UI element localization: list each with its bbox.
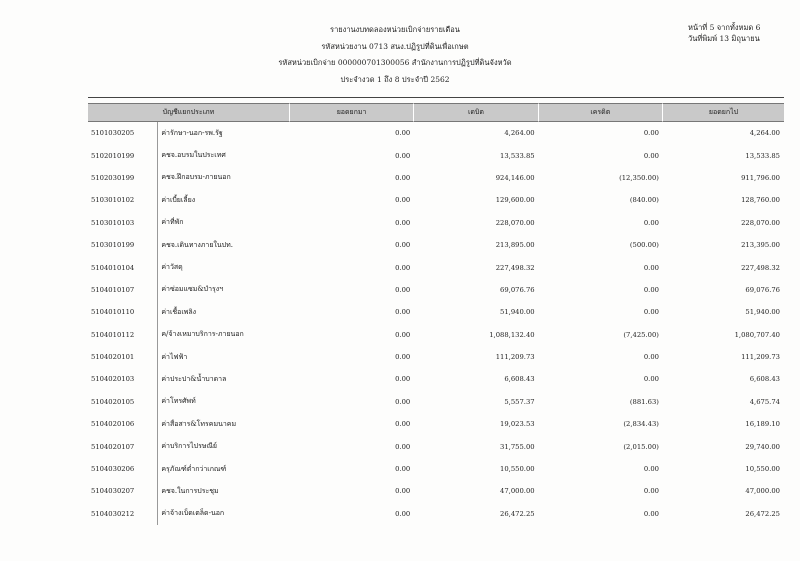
table-row bbox=[88, 435, 784, 457]
carried-forward-value: 111,209.73 bbox=[741, 353, 780, 362]
credit-value: 0.00 bbox=[643, 285, 659, 294]
page-number: หน้าที่ 5 จากทั้งหมด 6 bbox=[688, 23, 761, 32]
debit-value: 69,076.76 bbox=[500, 285, 535, 294]
account-name: คชจ.เดินทางภายในปท. bbox=[157, 234, 289, 256]
credit-value: 0.00 bbox=[643, 151, 659, 160]
table-row bbox=[88, 167, 784, 189]
header-brought-forward: ยอดยกมา bbox=[289, 103, 413, 122]
credit-value: 0.00 bbox=[643, 353, 659, 362]
account-name: ค่าที่พัก bbox=[157, 212, 289, 234]
account-name: ค่าเชื้อเพลิง bbox=[157, 301, 289, 323]
brought-forward-value: 0.00 bbox=[395, 420, 411, 429]
account-code: 5103010103 bbox=[91, 218, 135, 227]
debit-value: 31,755.00 bbox=[500, 442, 535, 451]
brought-forward-value: 0.00 bbox=[395, 285, 411, 294]
account-code: 5104020101 bbox=[91, 353, 135, 362]
credit-value: (840.00) bbox=[629, 196, 659, 205]
table-row bbox=[88, 324, 784, 346]
table-row bbox=[88, 413, 784, 435]
account-name: ค่ารักษา-นอก-รพ.รัฐ bbox=[157, 122, 289, 144]
credit-value: 0.00 bbox=[643, 509, 659, 518]
carried-forward-value: 228,070.00 bbox=[741, 218, 780, 227]
debit-value: 111,209.73 bbox=[495, 353, 535, 362]
brought-forward-value: 0.00 bbox=[395, 465, 411, 474]
debit-value: 13,533.85 bbox=[500, 151, 535, 160]
account-name: ค่าโทรศัพท์ bbox=[157, 391, 289, 413]
account-name: ครุภัณฑ์ต่ำกว่าเกณฑ์ bbox=[157, 458, 289, 480]
debit-value: 51,940.00 bbox=[500, 308, 535, 317]
brought-forward-value: 0.00 bbox=[395, 263, 411, 272]
account-name: ค่าบริการไปรษณีย์ bbox=[157, 435, 289, 457]
brought-forward-value: 0.00 bbox=[395, 353, 411, 362]
account-code: 5103010199 bbox=[91, 241, 135, 250]
credit-value: (881.63) bbox=[629, 397, 659, 406]
table-row bbox=[88, 480, 784, 502]
table-row bbox=[88, 301, 784, 323]
credit-value: 0.00 bbox=[643, 308, 659, 317]
account-name: คชจ.ในการประชุม bbox=[157, 480, 289, 502]
period-line: ประจำงวด 1 ถึง 8 ประจำปี 2562 bbox=[340, 74, 450, 84]
table-row bbox=[88, 503, 784, 525]
account-name: ค่าสื่อสาร&โทรคมนาคม bbox=[157, 413, 289, 435]
carried-forward-value: 26,472.25 bbox=[745, 509, 780, 518]
account-name: ค่าไฟฟ้า bbox=[157, 346, 289, 368]
carried-forward-value: 47,000.00 bbox=[745, 487, 780, 496]
carried-forward-value: 911,796.00 bbox=[741, 173, 780, 182]
disbursement-unit-line: รหัสหน่วยเบิกจ่าย 000000701300056 สำนักงานการปฏิรูปที่ดินจังหวัด bbox=[278, 58, 512, 67]
credit-value: 0.00 bbox=[643, 218, 659, 227]
table-header-row bbox=[88, 103, 784, 122]
account-name: ค่าวัสดุ bbox=[157, 256, 289, 278]
carried-forward-value: 69,076.76 bbox=[745, 285, 780, 294]
debit-value: 10,550.00 bbox=[500, 465, 535, 474]
table-row bbox=[88, 279, 784, 301]
header-divider bbox=[88, 97, 784, 98]
credit-value: (500.00) bbox=[629, 241, 659, 250]
brought-forward-value: 0.00 bbox=[395, 330, 411, 339]
account-name: ค่าซ่อมแซม&บำรุงฯ bbox=[157, 279, 289, 301]
credit-value: (7,425.00) bbox=[623, 330, 659, 339]
credit-value: 0.00 bbox=[643, 465, 659, 474]
brought-forward-value: 0.00 bbox=[395, 173, 411, 182]
table-row bbox=[88, 189, 784, 211]
account-name: ค่าประปา&น้ำบาดาล bbox=[157, 368, 289, 390]
account-code: 5104010104 bbox=[91, 263, 135, 272]
account-code: 5104020105 bbox=[91, 397, 135, 406]
account-name: ค่าจ้างเบ็ดเตล็ด-นอก bbox=[157, 503, 289, 525]
credit-value: (2,015.00) bbox=[623, 442, 659, 451]
table-row bbox=[88, 391, 784, 413]
account-code: 5104010110 bbox=[91, 308, 135, 317]
debit-value: 228,070.00 bbox=[495, 218, 535, 227]
account-code: 5104010107 bbox=[91, 285, 135, 294]
account-code: 5104030207 bbox=[91, 487, 135, 496]
carried-forward-value: 13,533.85 bbox=[745, 151, 780, 160]
credit-value: 0.00 bbox=[643, 375, 659, 384]
agency-code-line: รหัสหน่วยงาน 0713 สนง.ปฏิรูปที่ดินเพื่อเกษต bbox=[321, 41, 469, 51]
table-row bbox=[88, 256, 784, 278]
account-code: 5101030205 bbox=[91, 129, 135, 138]
debit-value: 19,023.53 bbox=[500, 420, 535, 429]
brought-forward-value: 0.00 bbox=[395, 308, 411, 317]
carried-forward-value: 29,740.00 bbox=[745, 442, 780, 451]
account-code: 5104030212 bbox=[91, 509, 135, 518]
carried-forward-value: 6,608.43 bbox=[749, 375, 780, 384]
debit-value: 213,895.00 bbox=[495, 241, 535, 250]
header-credit: เครดิต bbox=[538, 103, 662, 122]
brought-forward-value: 0.00 bbox=[395, 397, 411, 406]
credit-value: (12,350.00) bbox=[619, 173, 659, 182]
credit-value: (2,834.43) bbox=[623, 420, 659, 429]
account-code: 5102010199 bbox=[91, 151, 135, 160]
debit-value: 227,498.32 bbox=[495, 263, 535, 272]
account-code: 5104030206 bbox=[91, 465, 135, 474]
carried-forward-value: 51,940.00 bbox=[745, 308, 780, 317]
carried-forward-value: 128,760.00 bbox=[741, 196, 780, 205]
table-body bbox=[88, 122, 784, 525]
account-code: 5102030199 bbox=[91, 173, 135, 182]
debit-value: 26,472.25 bbox=[500, 509, 535, 518]
table-row bbox=[88, 122, 784, 144]
credit-value: 0.00 bbox=[643, 487, 659, 496]
report-title: รายงานงบทดลองหน่วยเบิกจ่ายรายเดือน bbox=[330, 25, 460, 34]
debit-value: 4,264.00 bbox=[504, 129, 535, 138]
account-code: 5104020107 bbox=[91, 442, 135, 451]
table-row bbox=[88, 346, 784, 368]
account-code: 5104020106 bbox=[91, 420, 135, 429]
debit-value: 5,557.37 bbox=[504, 397, 535, 406]
account-name: คชจ.อบรมในประเทศ bbox=[157, 144, 289, 166]
brought-forward-value: 0.00 bbox=[395, 218, 411, 227]
carried-forward-value: 4,264.00 bbox=[749, 129, 780, 138]
account-name: คชจ.ฝึกอบรม-ภายนอก bbox=[157, 167, 289, 189]
header-debit: เดบิต bbox=[413, 103, 537, 122]
table-row bbox=[88, 144, 784, 166]
brought-forward-value: 0.00 bbox=[395, 151, 411, 160]
brought-forward-value: 0.00 bbox=[395, 375, 411, 384]
account-code: 5104010112 bbox=[91, 330, 135, 339]
table-row bbox=[88, 234, 784, 256]
table-row bbox=[88, 458, 784, 480]
report-header bbox=[200, 22, 590, 88]
print-date: วันที่พิมพ์ 13 มิถุนายน bbox=[688, 34, 760, 43]
account-code: 5103010102 bbox=[91, 196, 135, 205]
brought-forward-value: 0.00 bbox=[395, 442, 411, 451]
carried-forward-value: 4,675.74 bbox=[749, 397, 780, 406]
header-carried-forward: ยอดยกไป bbox=[662, 103, 784, 122]
carried-forward-value: 16,189.10 bbox=[745, 420, 780, 429]
account-name: ค่าเบี้ยเลี้ยง bbox=[157, 189, 289, 211]
credit-value: 0.00 bbox=[643, 263, 659, 272]
brought-forward-value: 0.00 bbox=[395, 487, 411, 496]
carried-forward-value: 213,395.00 bbox=[741, 241, 780, 250]
account-code: 5104020103 bbox=[91, 375, 135, 384]
brought-forward-value: 0.00 bbox=[395, 196, 411, 205]
header-account: บัญชีแยกประเภท bbox=[88, 103, 289, 122]
account-name: ค/จ้างเหมาบริการ-ภายนอก bbox=[157, 324, 289, 346]
brought-forward-value: 0.00 bbox=[395, 241, 411, 250]
debit-value: 1,088,132.40 bbox=[489, 330, 535, 339]
trial-balance-table bbox=[88, 103, 784, 525]
debit-value: 6,608.43 bbox=[504, 375, 535, 384]
table-row bbox=[88, 368, 784, 390]
brought-forward-value: 0.00 bbox=[395, 509, 411, 518]
debit-value: 47,000.00 bbox=[500, 487, 535, 496]
credit-value: 0.00 bbox=[643, 129, 659, 138]
carried-forward-value: 10,550.00 bbox=[745, 465, 780, 474]
brought-forward-value: 0.00 bbox=[395, 129, 411, 138]
table-row bbox=[88, 212, 784, 234]
carried-forward-value: 227,498.32 bbox=[741, 263, 780, 272]
debit-value: 924,146.00 bbox=[495, 173, 535, 182]
carried-forward-value: 1,080,707.40 bbox=[734, 330, 780, 339]
page-info bbox=[688, 22, 793, 44]
debit-value: 129,600.00 bbox=[495, 196, 535, 205]
